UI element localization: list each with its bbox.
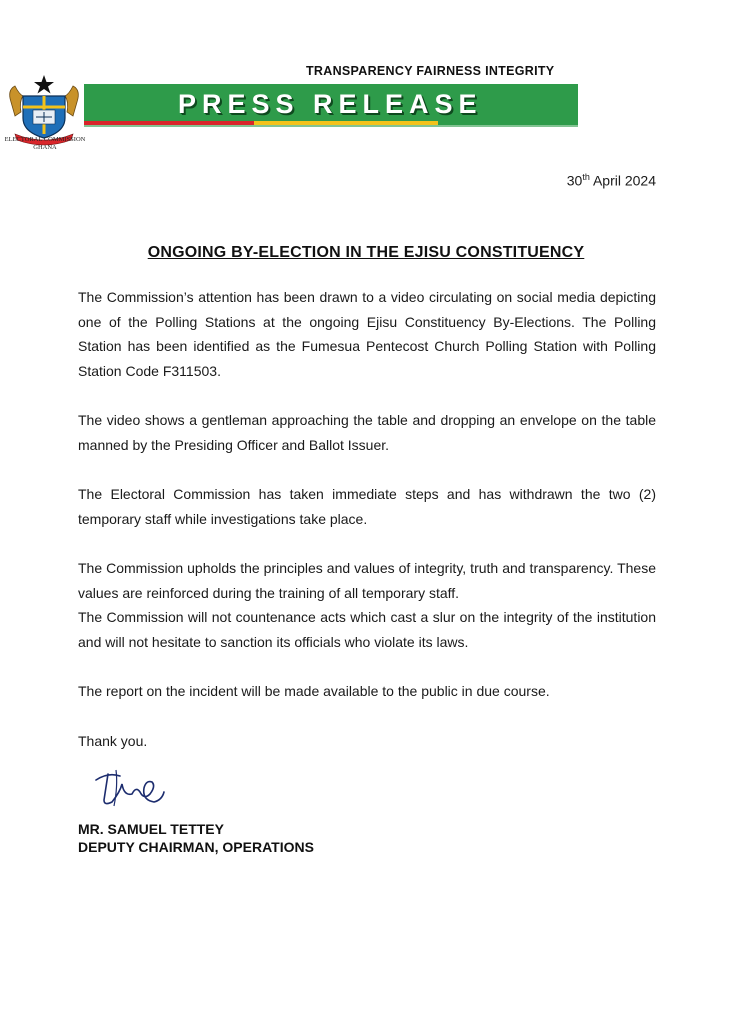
- motto: TRANSPARENCY FAIRNESS INTEGRITY: [306, 64, 555, 78]
- paragraph: The Commission upholds the principles and values of integrity, truth and transparency. These values are reinforced during the training of all temporary staff.: [78, 560, 656, 601]
- logo-caption: [0, 136, 90, 152]
- date-suffix: th: [582, 172, 590, 182]
- paragraph: The video shows a gentleman approaching the table and dropping an envelope on the table manned by the Presiding Officer and Ballot Issuer.: [78, 412, 656, 453]
- logo-caption-line1: ELECTORAL COMMISSION: [4, 136, 86, 143]
- signatory-block: [78, 820, 314, 856]
- handwritten-signature: [92, 766, 166, 814]
- paragraph: The Commission will not countenance acts which cast a slur on the integrity of the institution and will not hesitate to sanction its officials who violate its laws.: [78, 609, 656, 650]
- signatory-position: DEPUTY CHAIRMAN, OPERATIONS: [78, 839, 314, 855]
- banner-title: PRESS RELEASE: [178, 89, 483, 119]
- release-date: [567, 172, 656, 189]
- thin-green-line: [84, 125, 578, 127]
- paragraph: The Electoral Commission has taken immediate steps and has withdrawn the two (2) temporary staff while investigations take place.: [78, 486, 656, 527]
- date-month-year: April 2024: [592, 172, 656, 189]
- signatory-name: MR. SAMUEL TETTEY: [78, 821, 224, 837]
- document-body: [78, 285, 656, 753]
- date-day: 30: [566, 172, 583, 189]
- press-release-banner: [84, 84, 578, 127]
- document-title: ONGOING BY-ELECTION IN THE EJISU CONSTITUENCY: [147, 244, 585, 261]
- paragraph: The report on the incident will be made available to the public in due course.: [78, 683, 550, 699]
- paragraph: The Commission’s attention has been drawn to a video circulating on social media depicting one of the Polling Stations at the ongoing Ejisu Constituency By-Elections. The Polling Station has been identified as the Fumesua Pentecost Church Polling Station with Polling Station Code F311503.: [78, 289, 656, 379]
- logo-caption-line2: GHANA: [33, 144, 57, 151]
- closing-text: Thank you.: [78, 732, 148, 749]
